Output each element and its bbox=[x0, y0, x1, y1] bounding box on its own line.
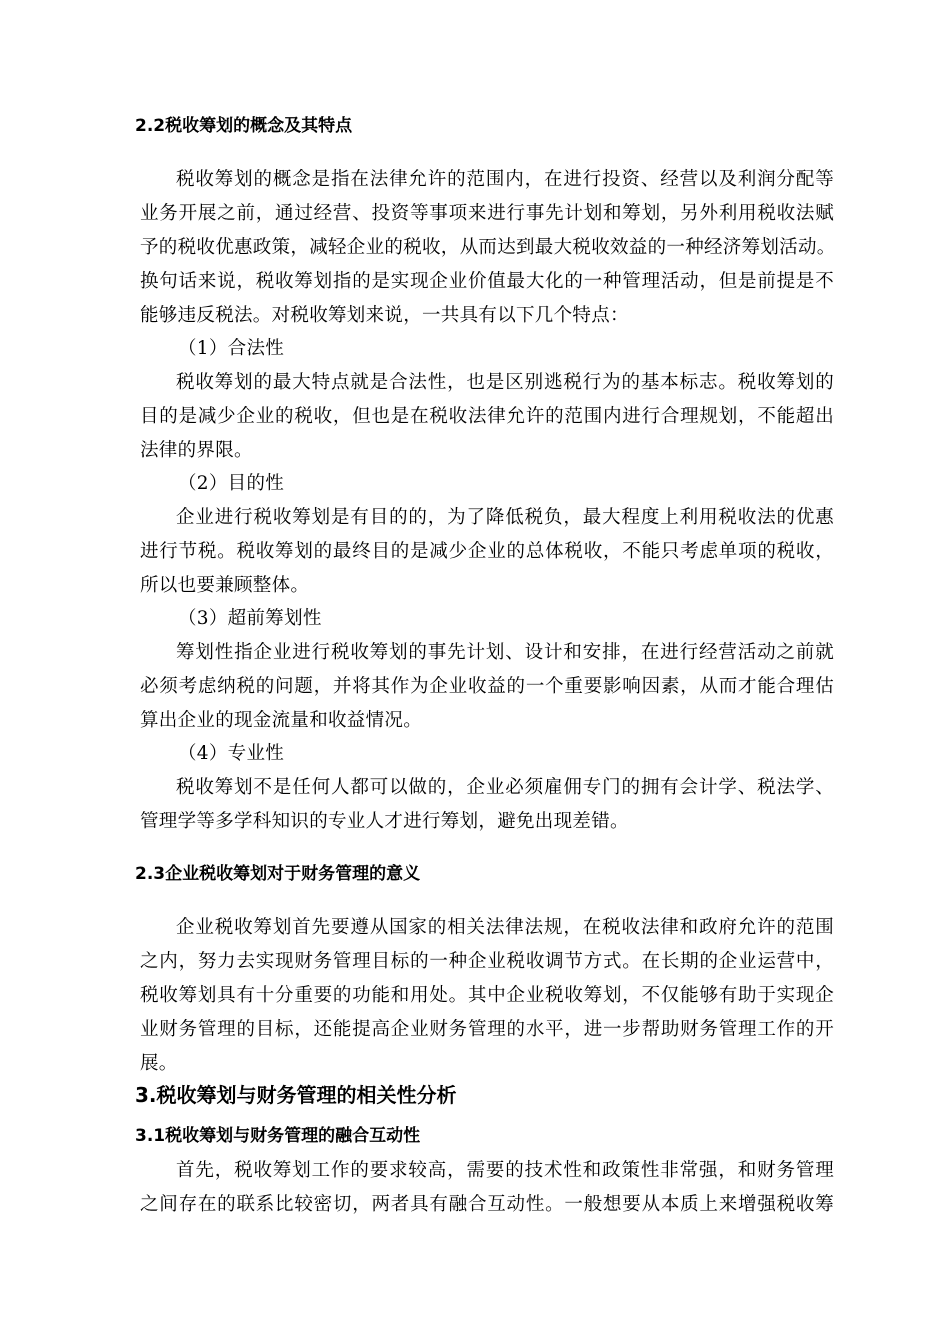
paragraph-line: 能够违反税法。对税收筹划来说，一共具有以下几个特点： bbox=[140, 305, 629, 326]
paragraph-line: 企业进行税收筹划是有目的的，为了降低税负，最大程度上利用税收法的优惠 bbox=[176, 507, 834, 528]
section-2-2-heading: 2.2税收筹划的概念及其特点 bbox=[135, 116, 353, 136]
paragraph-line: 进行节税。税收筹划的最终目的是减少企业的总体税收，不能只考虑单项的税收， bbox=[140, 541, 834, 562]
paragraph-line: 税收筹划的最大特点就是合法性，也是区别逃税行为的基本标志。税收筹划的 bbox=[176, 372, 834, 393]
list-item-label: （1）合法性 bbox=[178, 338, 285, 359]
paragraph-line: 税收筹划具有十分重要的功能和用处。其中企业税收筹划，不仅能够有助于实现企 bbox=[140, 985, 834, 1006]
list-item-label: （4）专业性 bbox=[178, 743, 285, 764]
paragraph-line: 予的税收优惠政策，减轻企业的税收，从而达到最大税收效益的一种经济筹划活动。 bbox=[140, 237, 836, 258]
paragraph-line: 必须考虑纳税的问题，并将其作为企业收益的一个重要影响因素，从而才能合理估 bbox=[140, 676, 834, 697]
paragraph-line: 税收筹划的概念是指在法律允许的范围内，在进行投资、经营以及利润分配等 bbox=[176, 169, 834, 190]
section-3-1-heading: 3.1税收筹划与财务管理的融合互动性 bbox=[135, 1126, 421, 1146]
paragraph-line: 业财务管理的目标，还能提高企业财务管理的水平，进一步帮助财务管理工作的开 bbox=[140, 1019, 834, 1040]
paragraph-line: 管理学等多学科知识的专业人才进行筹划，避免出现差错。 bbox=[140, 811, 629, 832]
paragraph-line: 所以也要兼顾整体。 bbox=[140, 575, 310, 596]
paragraph-line: 目的是减少企业的税收，但也是在税收法律允许的范围内进行合理规划，不能超出 bbox=[140, 406, 834, 427]
section-2-3-heading: 2.3企业税收筹划对于财务管理的意义 bbox=[135, 864, 421, 884]
paragraph-line: 之间存在的联系比较密切，两者具有融合互动性。一般想要从本质上来增强税收筹 bbox=[140, 1194, 834, 1215]
paragraph-line: 首先，税收筹划工作的要求较高，需要的技术性和政策性非常强，和财务管理 bbox=[176, 1160, 834, 1181]
paragraph-line: 筹划性指企业进行税收筹划的事先计划、设计和安排，在进行经营活动之前就 bbox=[176, 642, 834, 663]
paragraph-line: 企业税收筹划首先要遵从国家的相关法律法规，在税收法律和政府允许的范围 bbox=[176, 917, 834, 938]
paragraph-line: 之内，努力去实现财务管理目标的一种企业税收调节方式。在长期的企业运营中， bbox=[140, 951, 834, 972]
paragraph-line: 换句话来说，税收筹划指的是实现企业价值最大化的一种管理活动，但是前提是不 bbox=[140, 271, 834, 292]
paragraph-line: 展。 bbox=[140, 1053, 178, 1074]
paragraph-line: 税收筹划不是任何人都可以做的，企业必须雇佣专门的拥有会计学、税法学、 bbox=[176, 777, 834, 798]
paragraph-line: 法律的界限。 bbox=[140, 440, 253, 461]
paragraph-line: 业务开展之前，通过经营、投资等事项来进行事先计划和筹划，另外利用税收法赋 bbox=[140, 203, 834, 224]
list-item-label: （2）目的性 bbox=[178, 473, 285, 494]
list-item-label: （3）超前筹划性 bbox=[178, 608, 322, 629]
section-3-heading: 3.税收筹划与财务管理的相关性分析 bbox=[135, 1083, 457, 1107]
paragraph-line: 算出企业的现金流量和收益情况。 bbox=[140, 710, 423, 731]
